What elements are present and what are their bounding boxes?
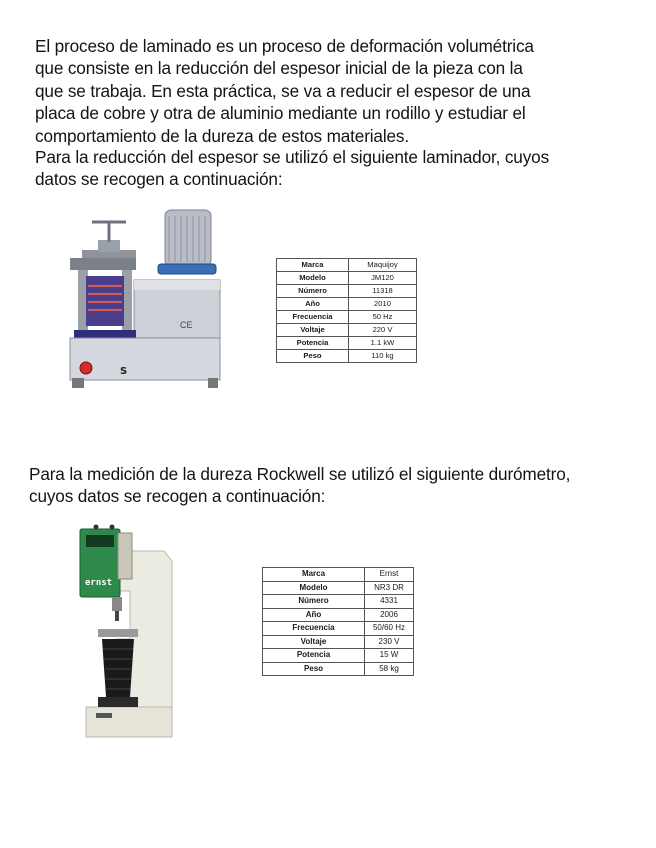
- spec-label: Voltaje: [263, 635, 365, 649]
- spec-value: NR3 DR: [365, 581, 414, 595]
- table-row: [277, 311, 417, 324]
- hardness-tester-illustration: [72, 521, 184, 749]
- spec-value: 50/60 Hz: [365, 622, 414, 636]
- spec-value: 2010: [349, 298, 417, 311]
- spec-value: 4331: [365, 595, 414, 609]
- spec-label: Número: [277, 285, 349, 298]
- spec-value: 1.1 kW: [349, 337, 417, 350]
- intro-line: placa de cobre y otra de aluminio mediante un rodillo y estudiar el: [35, 103, 526, 124]
- spec-value: Maquijoy: [349, 259, 417, 272]
- spec-value: JM120: [349, 272, 417, 285]
- rolling-mill-illustration: [62, 202, 228, 398]
- hardness-intro-line: Para la medición de la dureza Rockwell se utilizó el siguiente durómetro,: [29, 464, 571, 484]
- spec-label: Año: [277, 298, 349, 311]
- table-row: [263, 635, 414, 649]
- ce-mark: CE: [180, 320, 193, 330]
- table-row: [263, 568, 414, 582]
- spec-value: Ernst: [365, 568, 414, 582]
- spec-label: Peso: [263, 662, 365, 676]
- spec-value: 50 Hz: [349, 311, 417, 324]
- rolling-intro-line: datos se recogen a continuación:: [35, 169, 283, 190]
- table-row: [263, 662, 414, 676]
- spec-value: 2006: [365, 608, 414, 622]
- spec-label: Modelo: [263, 581, 365, 595]
- table-row: [277, 272, 417, 285]
- table-row: [277, 259, 417, 272]
- spec-label: Número: [263, 595, 365, 609]
- spec-label: Marca: [277, 259, 349, 272]
- table-row: [263, 649, 414, 663]
- spec-value: 58 kg: [365, 662, 414, 676]
- intro-line: El proceso de laminado es un proceso de deformación volumétrica: [35, 36, 534, 56]
- hardness-tester-intro: [29, 463, 570, 508]
- spec-value: 15 W: [365, 649, 414, 663]
- table-row: [277, 285, 417, 298]
- spec-value: 11318: [349, 285, 417, 298]
- spec-label: Peso: [277, 350, 349, 363]
- spec-label: Frecuencia: [277, 311, 349, 324]
- table-row: [277, 324, 417, 337]
- spec-label: Marca: [263, 568, 365, 582]
- svg-text:S: S: [120, 366, 128, 377]
- intro-line: comportamiento de la dureza de estos materiales.: [35, 125, 409, 146]
- spec-value: 110 kg: [349, 350, 417, 363]
- rolling-mill-spec-table: [276, 258, 417, 363]
- intro-line: que se trabaja. En esta práctica, se va a reducir el espesor de una: [35, 80, 531, 101]
- spec-label: Potencia: [263, 649, 365, 663]
- spec-label: Frecuencia: [263, 622, 365, 636]
- spec-label: Año: [263, 608, 365, 622]
- table-row: [263, 595, 414, 609]
- table-row: [277, 350, 417, 363]
- spec-value: 220 V: [349, 324, 417, 337]
- table-row: [263, 581, 414, 595]
- intro-line: que consiste en la reducción del espesor inicial de la pieza con la: [35, 58, 523, 79]
- rolling-intro-line: Para la reducción del espesor se utilizó el siguiente laminador, cuyos: [35, 147, 550, 167]
- spec-label: Potencia: [277, 337, 349, 350]
- ernst-brand-mark: ernst: [85, 578, 113, 588]
- hardness-intro-line: cuyos datos se recogen a continuación:: [29, 486, 326, 507]
- spec-label: Modelo: [277, 272, 349, 285]
- spec-value: 230 V: [365, 635, 414, 649]
- rolling-mill-intro: [35, 146, 549, 191]
- intro-paragraph: [35, 35, 534, 147]
- table-row: [263, 608, 414, 622]
- table-row: [277, 298, 417, 311]
- spec-label: Voltaje: [277, 324, 349, 337]
- table-row: [263, 622, 414, 636]
- table-row: [277, 337, 417, 350]
- hardness-tester-spec-table: [262, 567, 414, 676]
